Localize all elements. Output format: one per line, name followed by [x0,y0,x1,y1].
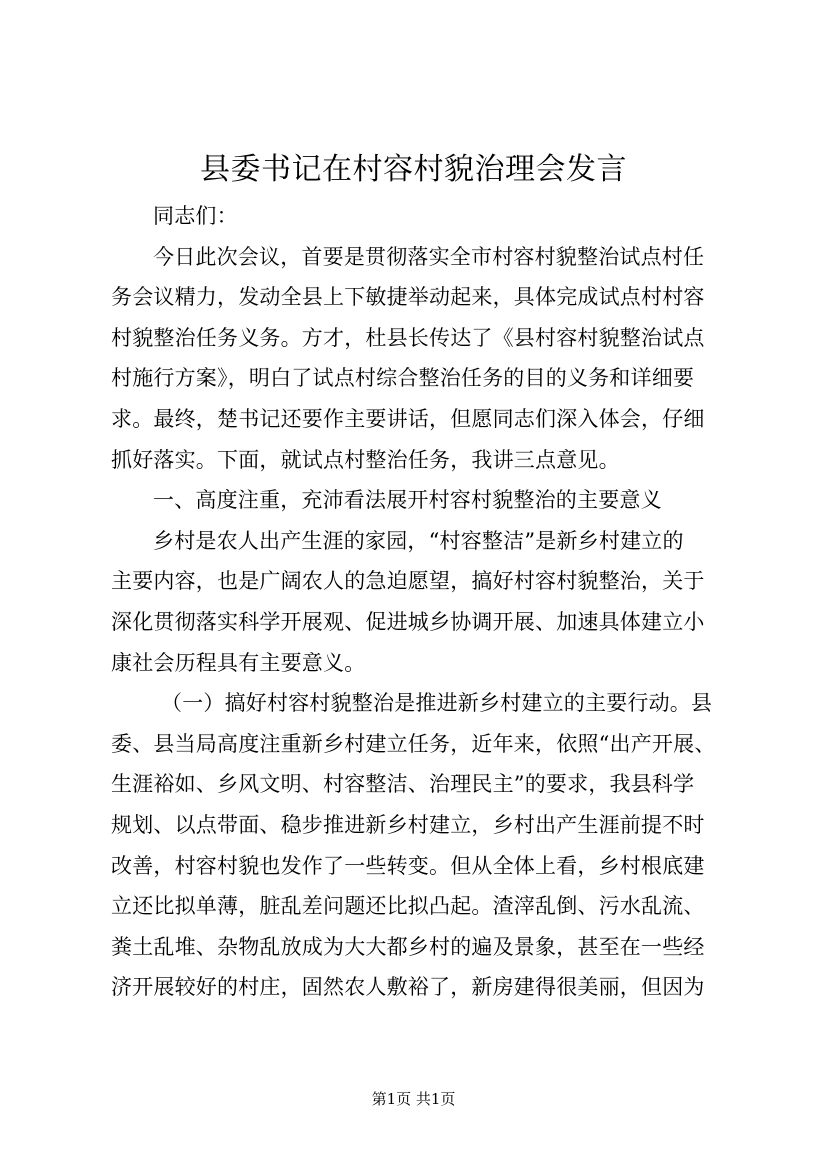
paragraph-line: 粪土乱堆、杂物乱放成为大大都乡村的遍及景象，甚至在一些经 [111,934,705,959]
paragraph-line: 村施行方案》，明白了试点村综合整治任务的目的义务和详细要 [111,366,695,391]
paragraph-line: 主要内容，也是广阔农人的急迫愿望，搞好村容村貌整治，关于 [111,569,705,594]
paragraph-line: 康社会历程具有主要意义。 [111,650,366,675]
paragraph-line: 规划、以点带面、稳步推进新乡村建立，乡村出产生涯前提不时 [111,812,705,837]
paragraph-line: 改善，村容村貌也发作了一些转变。但从全体上看，乡村根底建 [111,853,705,878]
page-footer: 第1页 共1页 [371,1090,456,1108]
subsection-line: （一）搞好村容村貌整治是推进新乡村建立的主要行动。县 [161,691,713,716]
paragraph-line: 生涯裕如、乡风文明、村容整洁、治理民主”的要求，我县科学 [111,772,695,797]
paragraph-line: 立还比拟单薄，脏乱差问题还比拟凸起。渣滓乱倒、污水乱流、 [111,894,705,919]
salutation-line: 同志们： [153,204,238,228]
section-heading: 一、高度注重，充沛看法展开村容村貌整治的主要意义 [153,488,662,513]
paragraph-line: 乡村是农人出产生涯的家园，“村容整洁”是新乡村建立的 [153,528,684,553]
document-title: 县委书记在村容村貌治理会发言 [200,152,627,187]
document-body [111,196,739,1008]
paragraph-line: 委、县当局高度注重新乡村建立任务，近年来，依照“出产开展、 [111,731,716,756]
paragraph-line: 今日此次会议，首要是贯彻落实全市村容村貌整治试点村任 [153,244,705,269]
paragraph-line: 济开展较好的村庄，固然农人敷裕了，新房建得很美丽，但因为 [111,975,705,1000]
paragraph-line: 村貌整治任务义务。方才，杜县长传达了《县村容村貌整治试点 [111,325,705,350]
paragraph-line: 抓好落实。下面，就试点村整治任务，我讲三点意见。 [111,447,620,472]
paragraph-line: 务会议精力，发动全县上下敏捷举动起来，具体完成试点村村容 [111,285,705,310]
paragraph-line: 求。最终，楚书记还要作主要讲话，但愿同志们深入体会，仔细 [111,406,705,431]
paragraph-line: 深化贯彻落实科学开展观、促进城乡协调开展、加速具体建立小 [111,609,705,634]
